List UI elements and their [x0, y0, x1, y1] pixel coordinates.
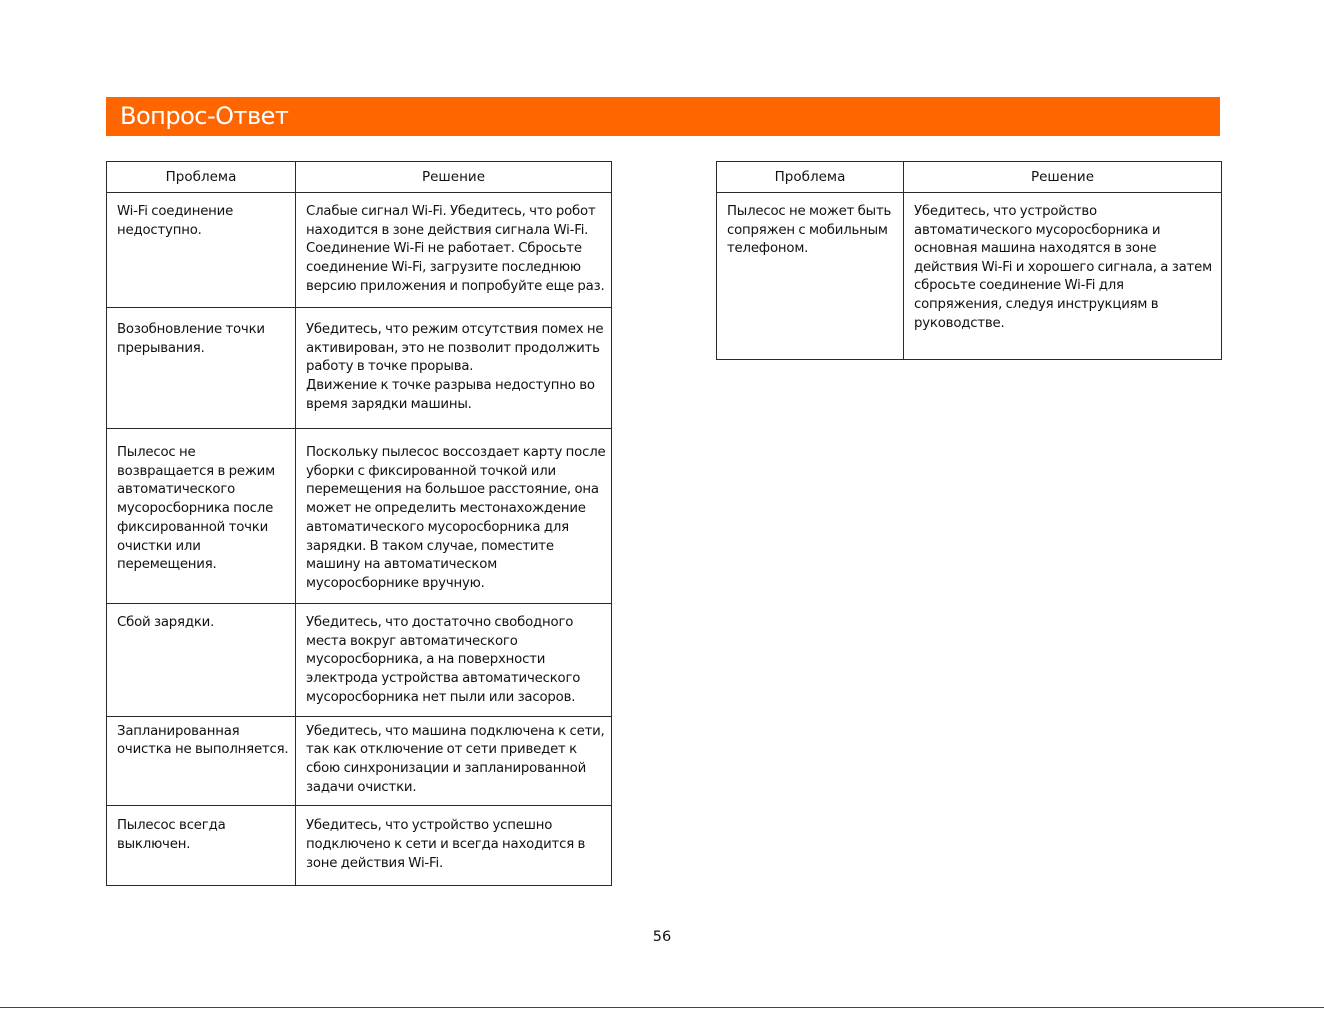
table-header-row	[717, 162, 1222, 193]
section-header-banner	[106, 97, 1220, 136]
solution-cell: Убедитесь, что машина подключена к сети, так как отключение от сети приведет к сбою синхронизации и запланированной задачи очистки.	[296, 716, 612, 806]
problem-cell: Пылесос не может быть сопряжен с мобильным телефоном.	[717, 193, 904, 360]
table-row	[107, 308, 612, 429]
table-row	[107, 193, 612, 308]
solution-cell: Убедитесь, что устройство автоматического мусоросборника и основная машина находятся в зоне действия Wi-Fi и хорошего сигнала, а затем сбросьте соединение Wi-Fi для сопряжения, следуя инструкциям в руководстве.	[904, 193, 1222, 360]
column-header-problem: Проблема	[717, 162, 904, 193]
problem-cell: Запланированная очистка не выполняется.	[107, 716, 296, 806]
problem-cell: Пылесос всегда выключен.	[107, 806, 296, 886]
problem-cell: Сбой зарядки.	[107, 604, 296, 717]
faq-table-right	[716, 161, 1222, 360]
bottom-divider	[0, 1007, 1324, 1008]
solution-cell: Поскольку пылесос воссоздает карту после уборки с фиксированной точкой или перемещения на большое расстояние, она может не определить местонахождение автоматического мусоросборника для зарядки. В таком случае, поместите машину на автоматическом мусоросборнике вручную.	[296, 429, 612, 604]
solution-cell: Слабые сигнал Wi-Fi. Убедитесь, что робот находится в зоне действия сигнала Wi-Fi. Соединение Wi-Fi не работает. Сбросьте соединение Wi-Fi, загрузите последнюю версию приложения и попробуйте еще раз.	[296, 193, 612, 308]
section-title: Вопрос-Ответ	[120, 102, 289, 130]
column-header-solution: Решение	[296, 162, 612, 193]
solution-cell: Убедитесь, что режим отсутствия помех не активирован, это не позволит продолжить работу в точке прорыва. Движение к точке разрыва недоступно во время зарядки машины.	[296, 308, 612, 429]
problem-cell: Пылесос не возвращается в режим автоматического мусоросборника после фиксированной точки очистки или перемещения.	[107, 429, 296, 604]
table-row	[107, 604, 612, 717]
table-row	[107, 716, 612, 806]
table-row	[107, 806, 612, 886]
column-header-solution: Решение	[904, 162, 1222, 193]
table-row	[107, 429, 612, 604]
column-header-problem: Проблема	[107, 162, 296, 193]
table-header-row	[107, 162, 612, 193]
solution-cell: Убедитесь, что устройство успешно подключено к сети и всегда находится в зоне действия Wi-Fi.	[296, 806, 612, 886]
problem-cell: Возобновление точки прерывания.	[107, 308, 296, 429]
page-number: 56	[652, 929, 672, 945]
faq-table-left	[106, 161, 612, 886]
table-row	[717, 193, 1222, 360]
problem-cell: Wi-Fi соединение недоступно.	[107, 193, 296, 308]
solution-cell: Убедитесь, что достаточно свободного места вокруг автоматического мусоросборника, а на поверхности электрода устройства автоматического мусоросборника нет пыли или засоров.	[296, 604, 612, 717]
